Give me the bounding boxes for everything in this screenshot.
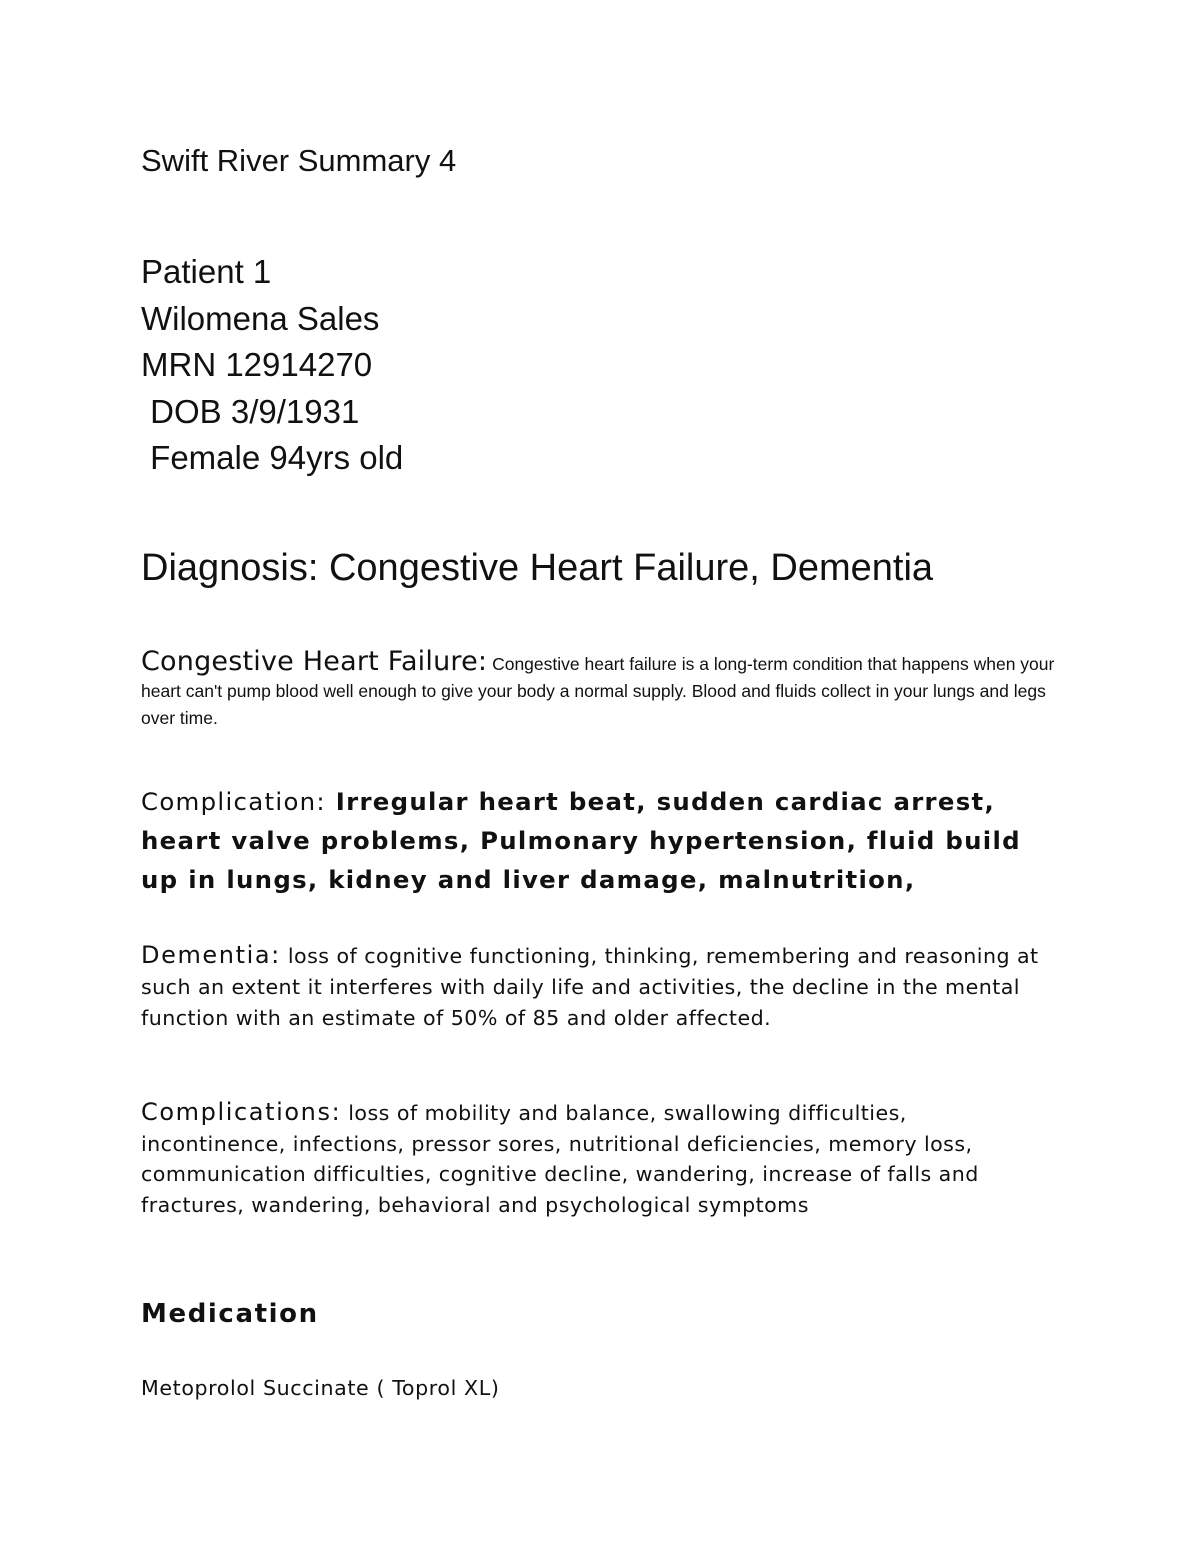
chf-paragraph [141, 648, 1071, 732]
complication-paragraph [141, 782, 1061, 899]
dementia-heading: Dementia: [141, 941, 281, 969]
medication-item: Metoprolol Succinate ( Toprol XL) [141, 1376, 500, 1400]
patient-dob: DOB 3/9/1931 [141, 392, 360, 430]
complication-text: Irregular heart beat, sudden cardiac arrest, heart valve problems, Pulmonary hypertension, fluid build up in lungs, kidney and liver damage, malnutrition, [141, 787, 1021, 894]
complications-heading: Complications: [141, 1098, 342, 1126]
dementia-text: loss of cognitive functioning, thinking, remembering and reasoning at such an extent it interferes with daily life and activities, the decline in the mental function with an estimate of 50% of 85 and older affected. [141, 944, 1039, 1030]
patient-label: Patient 1 [141, 253, 272, 290]
patient-mrn: MRN 12914270 [141, 346, 373, 384]
complications-text: loss of mobility and balance, swallowing difficulties, incontinence, infections, pressor sores, nutritional deficiencies, memory loss, communication difficulties, cognitive decline, wandering, increase of falls and fractures, wandering, behavioral and psychological symptoms [141, 1101, 979, 1217]
chf-heading: Congestive Heart Failure: [141, 646, 488, 677]
patient-name: Wilomena Sales [141, 299, 380, 337]
diagnosis-heading: Diagnosis: Congestive Heart Failure, Dementia [141, 547, 934, 589]
patient-info [141, 249, 1071, 482]
document-title: Swift River Summary 4 [141, 143, 457, 178]
chf-text: Congestive heart failure is a long-term condition that happens when your heart can't pump blood well enough to give your body a normal supply. Blood and fluids collect in your lungs and legs over time. [141, 654, 1055, 728]
patient-sex-age: Female 94yrs old [141, 439, 404, 477]
complications-paragraph [141, 1097, 1021, 1220]
complication-heading: Complication: [141, 787, 326, 816]
medication-heading: Medication [141, 1299, 319, 1329]
dementia-paragraph [141, 940, 1066, 1034]
